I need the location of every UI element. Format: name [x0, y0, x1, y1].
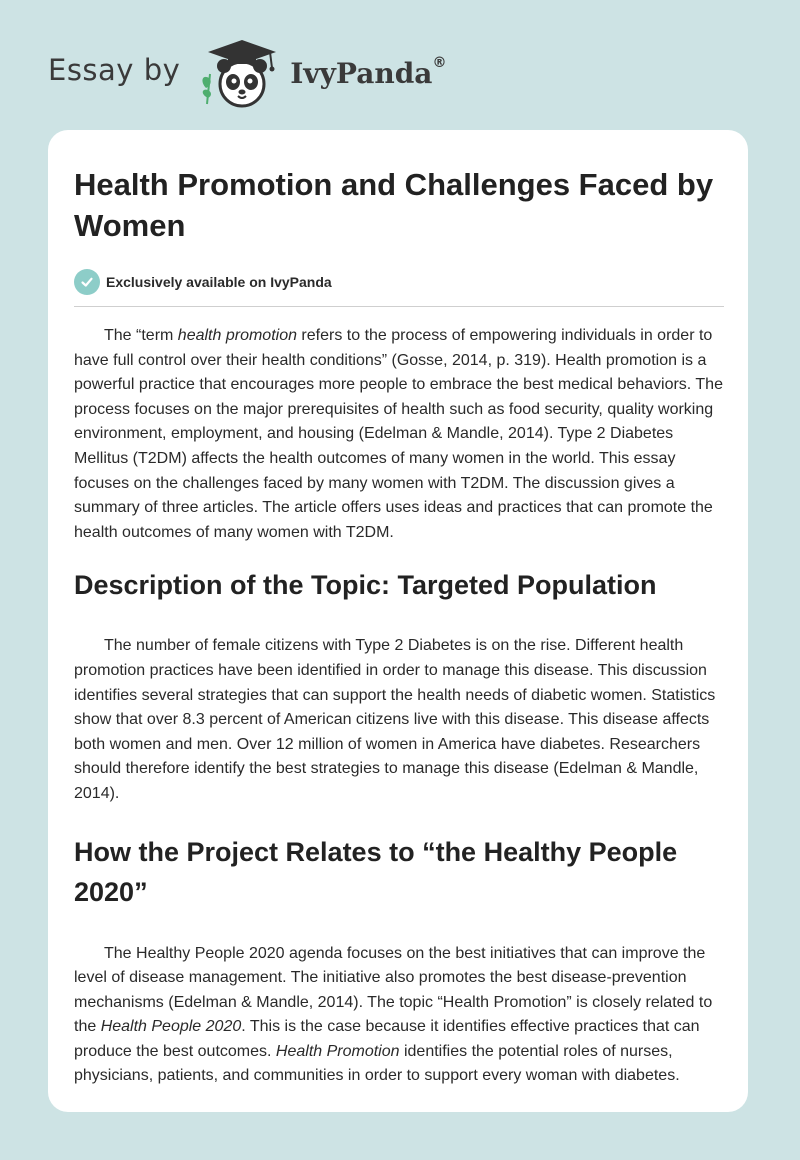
- divider: [74, 306, 724, 307]
- registered-mark: ®: [432, 54, 447, 71]
- checkmark-icon: [74, 269, 100, 295]
- paragraph-targeted-population: The number of female citizens with Type 2 Diabetes is on the rise. Different health promotion practices have been identified in order to manage this disease. This discussion identifies several strategies that can support the health needs of diabetic women. Statistics show that over 8.3 percent of American citizens live with this disease. This disease affects both women and men. Over 12 million of women in America have diabetes. Researchers should therefore identify the best strategies to manage this disease (Edelman & Mandle, 2014).: [74, 637, 716, 802]
- exclusive-badge: [74, 268, 724, 296]
- paragraph-healthy-people: The Healthy People 2020 agenda focuses on the best initiatives that can improve the level of disease management. The initiative also promotes the best disease-prevention mechanisms (Edelman & Mandle, 2014). The topic “Health Promotion” is closely related to the Health People 2020. This is the case because it identifies effective practices that can produce the best outcomes. Health Promotion identifies the potential roles of nurses, physicians, patients, and communities in order to support every woman with diabetes.: [74, 944, 713, 1085]
- badge-label: Exclusively available on IvyPanda: [106, 274, 332, 290]
- brand-name[interactable]: IvyPanda®: [290, 54, 447, 90]
- section-heading-healthy-people: How the Project Relates to “the Healthy People 2020”: [74, 836, 678, 907]
- essay-title: Health Promotion and Challenges Faced by Women: [74, 167, 714, 243]
- essay-content: [74, 130, 724, 1089]
- paragraph-intro: The “term health promotion refers to the process of empowering individuals in order to have full control over their health conditions” (Gosse, 2014, p. 319). Health promotion is a powerful practice that encourages more people to embrace the best medical behaviors. The process focuses on the major prerequisites of health such as food security, quality working environment, employment, and housing (Edelman & Mandle, 2014). Type 2 Diabetes Mellitus (T2DM) affects the health outcomes of many women in the world. This essay focuses on the challenges faced by many women with T2DM. The discussion gives a summary of three articles. The article offers uses ideas and practices that can promote the health outcomes of many women with T2DM.: [74, 327, 723, 541]
- site-header: [48, 34, 446, 110]
- essay-by-label: Essay by: [48, 53, 181, 87]
- section-heading-targeted-population: Description of the Topic: Targeted Population: [74, 570, 657, 601]
- panda-logo-icon[interactable]: [194, 34, 286, 110]
- essay-card: [48, 130, 748, 1112]
